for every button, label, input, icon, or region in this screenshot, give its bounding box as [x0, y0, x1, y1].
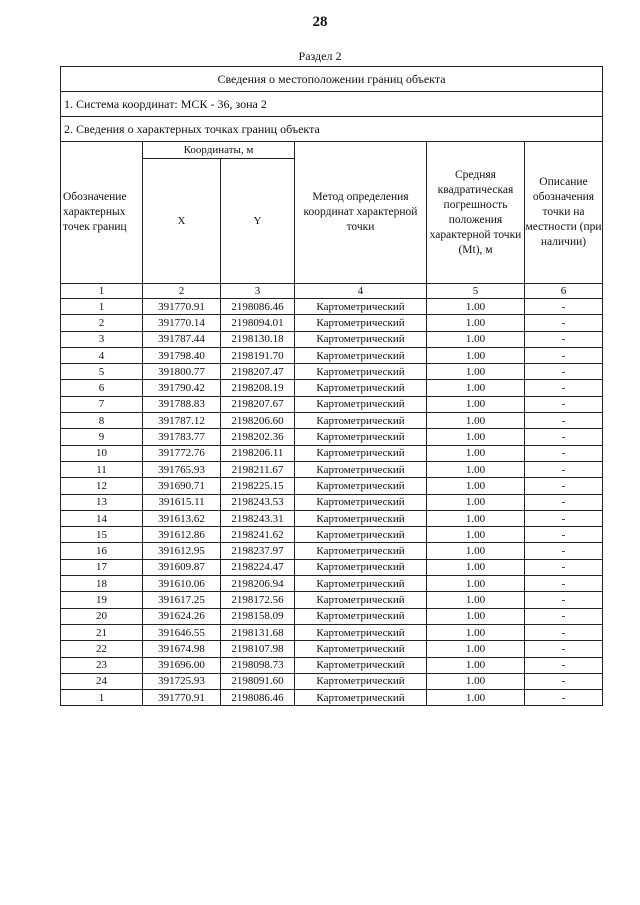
- accuracy-cell: 1.00: [427, 331, 525, 347]
- table-row: [61, 559, 603, 575]
- point-number-cell: 3: [61, 331, 143, 347]
- table-row: [61, 445, 603, 461]
- accuracy-cell: 1.00: [427, 510, 525, 526]
- description-cell: -: [525, 478, 603, 494]
- method-cell: Картометрический: [295, 429, 427, 445]
- x-coordinate-cell: 391674.98: [143, 641, 221, 657]
- method-cell: Картометрический: [295, 364, 427, 380]
- method-cell: Картометрический: [295, 347, 427, 363]
- x-coordinate-cell: 391770.14: [143, 315, 221, 331]
- method-cell: Картометрический: [295, 478, 427, 494]
- header-description: Описание обозначения точки на местности (при наличии): [525, 142, 603, 284]
- point-number-cell: 20: [61, 608, 143, 624]
- description-cell: -: [525, 364, 603, 380]
- y-coordinate-cell: 2198172.56: [221, 592, 295, 608]
- table-row: [61, 690, 603, 706]
- page-number: 28: [312, 14, 328, 30]
- point-number-cell: 11: [61, 461, 143, 477]
- method-cell: Картометрический: [295, 690, 427, 706]
- y-coordinate-cell: 2198202.36: [221, 429, 295, 445]
- x-coordinate-cell: 391788.83: [143, 396, 221, 412]
- accuracy-cell: 1.00: [427, 347, 525, 363]
- method-cell: Картометрический: [295, 445, 427, 461]
- header-accuracy: Средняя квадратическая погрешность положения характерной точки (Mt), м: [427, 142, 525, 284]
- description-cell: -: [525, 608, 603, 624]
- x-coordinate-cell: 391790.42: [143, 380, 221, 396]
- method-cell: Картометрический: [295, 413, 427, 429]
- method-cell: Картометрический: [295, 494, 427, 510]
- x-coordinate-cell: 391624.26: [143, 608, 221, 624]
- point-number-cell: 12: [61, 478, 143, 494]
- y-coordinate-cell: 2198206.60: [221, 413, 295, 429]
- method-cell: Картометрический: [295, 657, 427, 673]
- method-cell: Картометрический: [295, 624, 427, 640]
- description-cell: -: [525, 673, 603, 689]
- x-coordinate-cell: 391615.11: [143, 494, 221, 510]
- table-body: [61, 299, 603, 706]
- column-number: 6: [525, 284, 603, 299]
- description-cell: -: [525, 299, 603, 315]
- y-coordinate-cell: 2198086.46: [221, 299, 295, 315]
- point-number-cell: 14: [61, 510, 143, 526]
- y-coordinate-cell: 2198211.67: [221, 461, 295, 477]
- y-coordinate-cell: 2198207.67: [221, 396, 295, 412]
- description-cell: -: [525, 315, 603, 331]
- y-coordinate-cell: 2198224.47: [221, 559, 295, 575]
- point-number-cell: 5: [61, 364, 143, 380]
- description-cell: -: [525, 494, 603, 510]
- y-coordinate-cell: 2198207.47: [221, 364, 295, 380]
- method-cell: Картометрический: [295, 380, 427, 396]
- accuracy-cell: 1.00: [427, 576, 525, 592]
- point-number-cell: 1: [61, 690, 143, 706]
- x-coordinate-cell: 391725.93: [143, 673, 221, 689]
- method-cell: Картометрический: [295, 527, 427, 543]
- description-cell: -: [525, 413, 603, 429]
- x-coordinate-cell: 391783.77: [143, 429, 221, 445]
- x-coordinate-cell: 391800.77: [143, 364, 221, 380]
- column-number: 4: [295, 284, 427, 299]
- y-coordinate-cell: 2198098.73: [221, 657, 295, 673]
- y-coordinate-cell: 2198130.18: [221, 331, 295, 347]
- description-cell: -: [525, 380, 603, 396]
- table-row: [61, 429, 603, 445]
- method-cell: Картометрический: [295, 559, 427, 575]
- column-number: 1: [61, 284, 143, 299]
- table-row: [61, 461, 603, 477]
- x-coordinate-cell: 391610.06: [143, 576, 221, 592]
- method-cell: Картометрический: [295, 543, 427, 559]
- accuracy-cell: 1.00: [427, 461, 525, 477]
- x-coordinate-cell: 391613.62: [143, 510, 221, 526]
- method-cell: Картометрический: [295, 331, 427, 347]
- point-number-cell: 6: [61, 380, 143, 396]
- accuracy-cell: 1.00: [427, 641, 525, 657]
- points-caption: 2. Сведения о характерных точках границ объекта: [61, 117, 603, 142]
- description-cell: -: [525, 576, 603, 592]
- x-coordinate-cell: 391765.93: [143, 461, 221, 477]
- table-row: [61, 576, 603, 592]
- x-coordinate-cell: 391612.95: [143, 543, 221, 559]
- accuracy-cell: 1.00: [427, 657, 525, 673]
- table-row: [61, 592, 603, 608]
- point-number-cell: 2: [61, 315, 143, 331]
- description-cell: -: [525, 624, 603, 640]
- description-cell: -: [525, 396, 603, 412]
- table-row: [61, 396, 603, 412]
- method-cell: Картометрический: [295, 396, 427, 412]
- method-cell: Картометрический: [295, 641, 427, 657]
- accuracy-cell: 1.00: [427, 364, 525, 380]
- y-coordinate-cell: 2198086.46: [221, 690, 295, 706]
- description-cell: -: [525, 429, 603, 445]
- table-row: [61, 413, 603, 429]
- point-number-cell: 8: [61, 413, 143, 429]
- point-number-cell: 16: [61, 543, 143, 559]
- y-coordinate-cell: 2198206.94: [221, 576, 295, 592]
- y-coordinate-cell: 2198158.09: [221, 608, 295, 624]
- y-coordinate-cell: 2198107.98: [221, 641, 295, 657]
- table-row: [61, 527, 603, 543]
- accuracy-cell: 1.00: [427, 413, 525, 429]
- y-coordinate-cell: 2198241.62: [221, 527, 295, 543]
- accuracy-cell: 1.00: [427, 445, 525, 461]
- x-coordinate-cell: 391646.55: [143, 624, 221, 640]
- x-coordinate-cell: 391696.00: [143, 657, 221, 673]
- method-cell: Картометрический: [295, 510, 427, 526]
- x-coordinate-cell: 391612.86: [143, 527, 221, 543]
- point-number-cell: 22: [61, 641, 143, 657]
- table-title: Сведения о местоположении границ объекта: [61, 67, 603, 92]
- accuracy-cell: 1.00: [427, 592, 525, 608]
- column-number: 5: [427, 284, 525, 299]
- x-coordinate-cell: 391609.87: [143, 559, 221, 575]
- point-number-cell: 9: [61, 429, 143, 445]
- table-row: [61, 494, 603, 510]
- table-row: [61, 657, 603, 673]
- table-row: [61, 331, 603, 347]
- method-cell: Картометрический: [295, 461, 427, 477]
- point-number-cell: 4: [61, 347, 143, 363]
- accuracy-cell: 1.00: [427, 559, 525, 575]
- table-row: [61, 543, 603, 559]
- description-cell: -: [525, 461, 603, 477]
- point-number-cell: 21: [61, 624, 143, 640]
- x-coordinate-cell: 391690.71: [143, 478, 221, 494]
- x-coordinate-cell: 391798.40: [143, 347, 221, 363]
- point-number-cell: 19: [61, 592, 143, 608]
- description-cell: -: [525, 543, 603, 559]
- x-coordinate-cell: 391770.91: [143, 690, 221, 706]
- point-number-cell: 1: [61, 299, 143, 315]
- method-cell: Картометрический: [295, 592, 427, 608]
- accuracy-cell: 1.00: [427, 690, 525, 706]
- header-point-designation: Обозначение характерных точек границ: [61, 142, 143, 284]
- point-number-cell: 15: [61, 527, 143, 543]
- method-cell: Картометрический: [295, 299, 427, 315]
- accuracy-cell: 1.00: [427, 673, 525, 689]
- accuracy-cell: 1.00: [427, 608, 525, 624]
- section-label: Раздел 2: [298, 49, 342, 63]
- y-coordinate-cell: 2198094.01: [221, 315, 295, 331]
- accuracy-cell: 1.00: [427, 624, 525, 640]
- y-coordinate-cell: 2198131.68: [221, 624, 295, 640]
- table-row: [61, 608, 603, 624]
- accuracy-cell: 1.00: [427, 396, 525, 412]
- y-coordinate-cell: 2198237.97: [221, 543, 295, 559]
- accuracy-cell: 1.00: [427, 429, 525, 445]
- description-cell: -: [525, 445, 603, 461]
- table-row: [61, 478, 603, 494]
- table-row: [61, 510, 603, 526]
- point-number-cell: 23: [61, 657, 143, 673]
- x-coordinate-cell: 391787.44: [143, 331, 221, 347]
- method-cell: Картометрический: [295, 576, 427, 592]
- description-cell: -: [525, 347, 603, 363]
- point-number-cell: 13: [61, 494, 143, 510]
- x-coordinate-cell: 391787.12: [143, 413, 221, 429]
- accuracy-cell: 1.00: [427, 543, 525, 559]
- accuracy-cell: 1.00: [427, 380, 525, 396]
- point-number-cell: 18: [61, 576, 143, 592]
- header-method: Метод определения координат характерной точки: [295, 142, 427, 284]
- column-number: 3: [221, 284, 295, 299]
- y-coordinate-cell: 2198091.60: [221, 673, 295, 689]
- method-cell: Картометрический: [295, 608, 427, 624]
- point-number-cell: 10: [61, 445, 143, 461]
- y-coordinate-cell: 2198225.15: [221, 478, 295, 494]
- table-row: [61, 347, 603, 363]
- boundary-points-table: [60, 66, 603, 706]
- point-number-cell: 17: [61, 559, 143, 575]
- header-y: Y: [221, 159, 295, 284]
- accuracy-cell: 1.00: [427, 299, 525, 315]
- method-cell: Картометрический: [295, 673, 427, 689]
- y-coordinate-cell: 2198243.53: [221, 494, 295, 510]
- table-row: [61, 364, 603, 380]
- y-coordinate-cell: 2198243.31: [221, 510, 295, 526]
- table-row: [61, 380, 603, 396]
- header-coordinates: Координаты, м: [143, 142, 295, 159]
- y-coordinate-cell: 2198191.70: [221, 347, 295, 363]
- description-cell: -: [525, 657, 603, 673]
- y-coordinate-cell: 2198208.19: [221, 380, 295, 396]
- accuracy-cell: 1.00: [427, 527, 525, 543]
- point-number-cell: 24: [61, 673, 143, 689]
- accuracy-cell: 1.00: [427, 315, 525, 331]
- coord-system-caption: 1. Система координат: МСК - 36, зона 2: [61, 92, 603, 117]
- table-row: [61, 624, 603, 640]
- x-coordinate-cell: 391617.25: [143, 592, 221, 608]
- y-coordinate-cell: 2198206.11: [221, 445, 295, 461]
- point-number-cell: 7: [61, 396, 143, 412]
- x-coordinate-cell: 391770.91: [143, 299, 221, 315]
- accuracy-cell: 1.00: [427, 494, 525, 510]
- table-row: [61, 299, 603, 315]
- description-cell: -: [525, 690, 603, 706]
- method-cell: Картометрический: [295, 315, 427, 331]
- description-cell: -: [525, 331, 603, 347]
- column-number: 2: [143, 284, 221, 299]
- table-row: [61, 673, 603, 689]
- x-coordinate-cell: 391772.76: [143, 445, 221, 461]
- table-row: [61, 641, 603, 657]
- description-cell: -: [525, 559, 603, 575]
- header-x: X: [143, 159, 221, 284]
- accuracy-cell: 1.00: [427, 478, 525, 494]
- description-cell: -: [525, 641, 603, 657]
- table-row: [61, 315, 603, 331]
- description-cell: -: [525, 527, 603, 543]
- description-cell: -: [525, 592, 603, 608]
- description-cell: -: [525, 510, 603, 526]
